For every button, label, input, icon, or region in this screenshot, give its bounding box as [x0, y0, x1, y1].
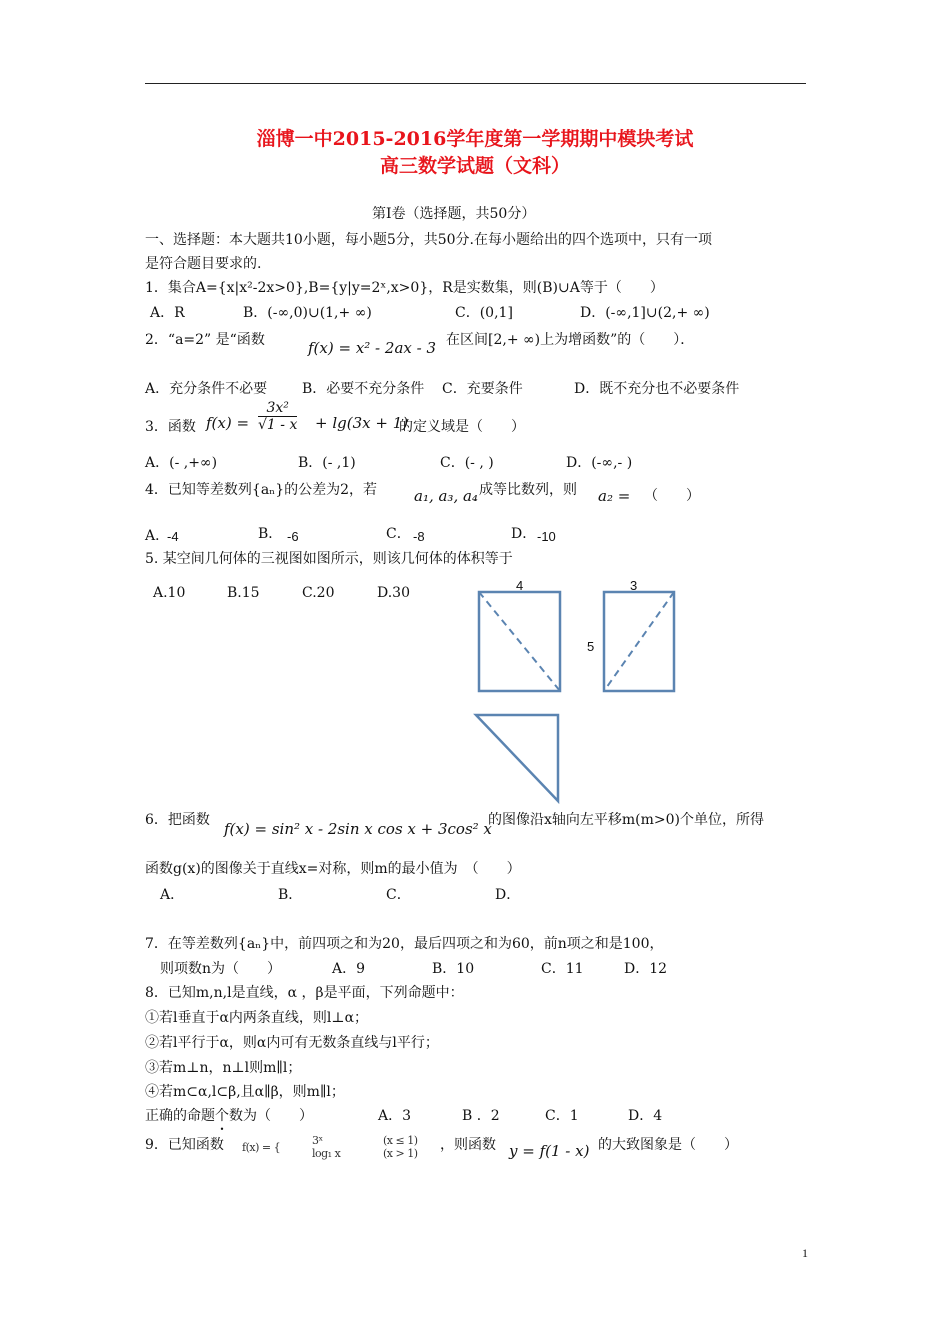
side-width-label: 3 [630, 578, 638, 593]
q4-option-b-value: -6 [287, 529, 299, 544]
q4-option-c-value: -8 [413, 529, 425, 544]
q8-item-3: ③若m⊥n，n⊥l则m∥l； [145, 1060, 302, 1076]
three-view-figure [470, 575, 690, 810]
q1-option-a: A．R [150, 305, 185, 321]
q5-option-d: D.30 [377, 585, 410, 601]
q3-f-left: f(x) = [206, 414, 250, 432]
q6-option-a: A． [160, 887, 185, 903]
q1-stem: 1．集合A={x|x²-2x>0},B={y|y=2ˣ,x>0}，R是实数集，则(B)∪A等于（ ） [145, 280, 664, 296]
q6-stem-b: 的图像沿x轴向左平移m(m>0)个单位，所得 [488, 812, 765, 828]
q3-option-b: B．(- ,1) [298, 455, 356, 471]
q7-option-c: C．11 [541, 961, 584, 977]
exam-subtitle: 高三数学试题（文科） [379, 155, 570, 177]
side-view [604, 592, 674, 691]
q4-terms: a₁, a₃, a₄ [414, 487, 478, 505]
q7-option-d: D．12 [624, 961, 668, 977]
q2-stem-a: 2．“a=2” 是“函数 [145, 332, 265, 348]
q7-option-b: B．10 [432, 961, 475, 977]
q9-stem-a: 9．已知函数 [145, 1137, 224, 1153]
q7-stem-line2: 则项数n为（ ） [160, 961, 282, 977]
q3-numerator: 3x² [258, 400, 297, 417]
q4-option-c-label: C． [386, 526, 411, 542]
q3-stem-b: 的定义域是（ ） [399, 419, 525, 435]
q3-option-d: D．(-∞,- ) [566, 455, 633, 471]
q6-stem-a: 6．把函数 [145, 812, 210, 828]
q8-option-b: B ．2 [462, 1108, 500, 1124]
q8-option-a: A．3 [378, 1108, 412, 1124]
q8-answer-emph: 个 [215, 1108, 229, 1124]
height-label: 5 [587, 639, 595, 654]
header-rule [145, 83, 806, 84]
q4-stem-c: （ ） [644, 488, 700, 504]
q2-option-b: B．必要不充分条件 [302, 381, 425, 397]
exam-title: 淄博一中2015-2016学年度第一学期期中模块考试 [256, 128, 694, 150]
q8-option-c: C．1 [545, 1108, 579, 1124]
q6-option-c: C． [386, 887, 411, 903]
q2-option-c: C．充要条件 [442, 381, 523, 397]
q7-option-a: A．9 [332, 961, 366, 977]
q1-option-c: C．(0,1] [455, 305, 513, 321]
q8-answer-suffix: 数为（ ） [229, 1108, 313, 1124]
q3-stem-a: 3．函数 [145, 419, 196, 435]
q5-option-a: A.10 [153, 585, 186, 601]
front-width-label: 4 [516, 578, 524, 593]
q9-piecewise-left: f(x) = { [242, 1141, 281, 1154]
q5-stem: 5. 某空间几何体的三视图如图所示，则该几何体的体积等于 [145, 551, 513, 567]
q4-option-a-value: -4 [167, 529, 179, 544]
q2-option-a: A．充分条件不必要 [145, 381, 268, 397]
q3-fraction [258, 400, 297, 433]
q9-piece-bottom: log₁ x [312, 1147, 341, 1160]
q2-option-d: D．既不充分也不必要条件 [574, 381, 740, 397]
q8-item-1: ①若l垂直于α内两条直线，则l⊥α； [145, 1010, 369, 1026]
q5-option-c: C.20 [302, 585, 335, 601]
q9-piece-top: 3ˣ [312, 1134, 323, 1147]
q9-formula: y = f(1 - x) [509, 1142, 590, 1160]
q1-option-b: B．(-∞,0)∪(1,+ ∞) [243, 305, 372, 321]
top-view [476, 715, 558, 801]
q3-f-right: + lg(3x + 1) [315, 414, 409, 432]
q4-stem-a: 4．已知等差数列{aₙ}的公差为2，若 [145, 482, 378, 498]
q6-option-d: D． [495, 887, 521, 903]
q3-denominator: √1 - x [258, 417, 298, 433]
q3-option-c: C．(- , ) [440, 455, 494, 471]
q9-cond-bottom: (x > 1) [383, 1147, 418, 1160]
q8-option-d: D．4 [628, 1108, 663, 1124]
q4-option-b-label: B． [258, 526, 283, 542]
q2-stem-b: 在区间[2,+ ∞)上为增函数”的（ ）． [446, 332, 695, 348]
page-number: 1 [802, 1246, 808, 1260]
q8-item-4: ④若m⊂α,l⊂β,且α∥β，则m∥l； [145, 1084, 345, 1100]
q6-option-b: B． [278, 887, 303, 903]
q6-stem-line2: 函数g(x)的图像关于直线x=对称，则m的最小值为 （ ） [145, 861, 521, 877]
front-view [479, 592, 560, 691]
q4-option-a-label: A． [145, 528, 170, 544]
q9-cond-top: (x ≤ 1) [383, 1134, 418, 1147]
q4-stem-b: 成等比数列，则 [479, 482, 577, 498]
q8-answer-line [145, 1105, 313, 1125]
q1-option-d: D．(-∞,1]∪(2,+ ∞) [580, 305, 710, 321]
q8-stem: 8．已知m,n,l是直线，α ，β是平面，下列命题中： [145, 985, 464, 1001]
q4-target: a₂ = [598, 487, 631, 505]
section-heading: 第Ⅰ卷（选择题，共50分） [372, 206, 536, 222]
q5-option-b: B.15 [227, 585, 260, 601]
q9-stem-c: 的大致图象是（ ） [598, 1137, 738, 1153]
q4-option-d-value: -10 [537, 529, 556, 544]
q8-item-2: ②若l平行于α，则α内可有无数条直线与l平行； [145, 1035, 439, 1051]
q3-option-a: A．(- ,+∞) [145, 455, 218, 471]
q9-stem-b: ，则函数 [440, 1137, 496, 1153]
q4-option-d-label: D． [511, 526, 537, 542]
section-intro-2: 是符合题目要求的. [145, 256, 262, 272]
section-intro-1: 一、选择题：本大题共10小题，每小题5分，共50分.在每小题给出的四个选项中，只有一项 [145, 232, 712, 248]
q8-answer-prefix: 正确的命题 [145, 1108, 215, 1124]
q2-formula: f(x) = x² - 2ax - 3 [308, 339, 436, 357]
q6-formula: f(x) = sin² x - 2sin x cos x + 3cos² x [224, 820, 492, 838]
q7-stem: 7．在等差数列{aₙ}中，前四项之和为20，最后四项之和为60，前n项之和是100， [145, 936, 664, 952]
